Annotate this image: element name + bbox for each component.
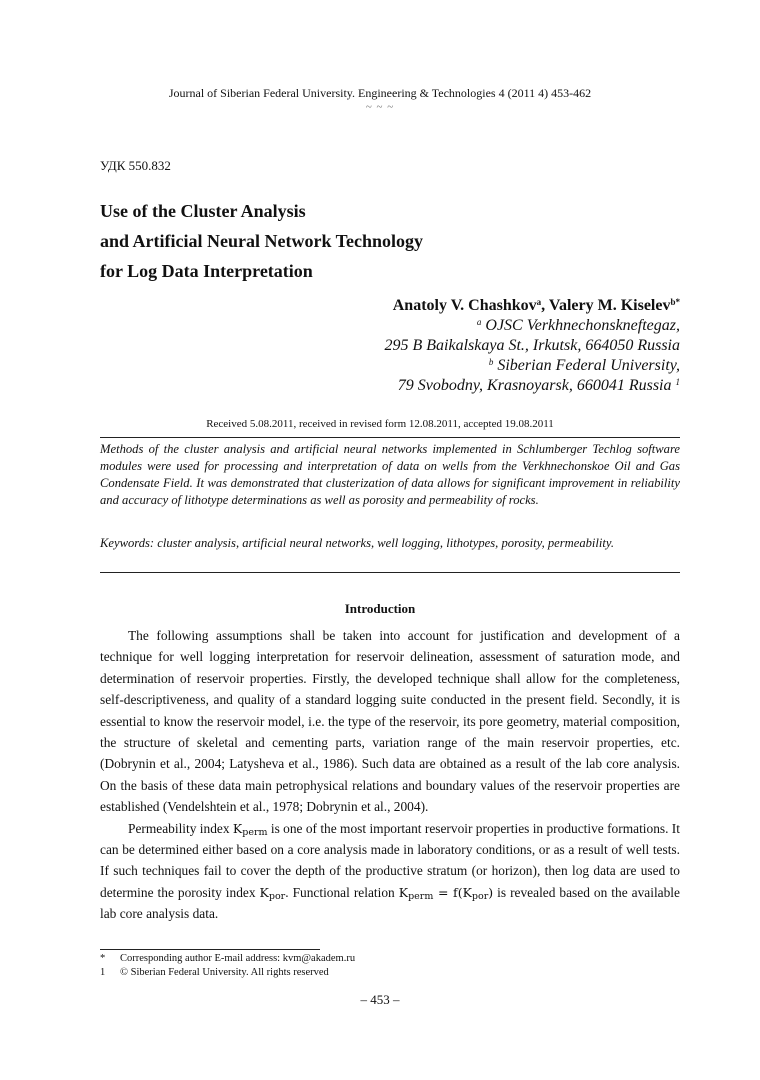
received-dates: Received 5.08.2011, received in revised form 12.08.2011, accepted 19.08.2011 (206, 418, 554, 430)
page-number: – 453 – (360, 992, 400, 1007)
author-names: Anatoly V. Chashkov$^a$, Valery M. Kiselev$^{b*}$ (392, 297, 680, 314)
math-k-perm: $K_{perm}$ (232, 820, 268, 838)
title-line: Use of the Cluster Analysis (100, 201, 306, 221)
section-heading: Introduction (344, 601, 416, 616)
math-k-por: $K_{por}$ (259, 884, 286, 902)
math-functional-relation: $K_{perm} = f(K_{por})$ (398, 884, 494, 902)
abstract-bottom-rule (100, 572, 680, 573)
author-1: Anatoly V. Chashkov (392, 297, 537, 314)
affiliation-a-address: 295 B Baikalskaya St., Irkutsk, 664050 Russia (384, 337, 680, 354)
paragraph: Permeability index $K_{perm}$ is one of the most important reservoir properties in productive formations. It can be determined either based on a core analysis made in laboratory conditions, or as a result of well tests. If such techniques fail to cover the depth of the productive stratum (or horizon), then log data are used to determine the porosity index $K_{por}$. Functional relation $K_{perm} = f(K_{por})$ is revealed based on the available lab core analysis data. (100, 820, 680, 922)
author-block (384, 296, 680, 396)
footnotes (100, 952, 680, 980)
affiliation-a: $^a$ OJSC Verkhnechonskneftegaz, (476, 317, 680, 334)
footnote: 1 © Siberian Federal University. All rights reserved (100, 967, 329, 978)
affiliation-b-address: 79 Svobodny, Krasnoyarsk, 660041 Russia $^1$ (397, 377, 680, 394)
journal-header: Journal of Siberian Federal University. Engineering & Technologies 4 (2011 4) 453-462 (168, 86, 592, 100)
header-ornament: ~ ~ ~ (365, 101, 395, 113)
abstract: Methods of the cluster analysis and artificial neural networks implemented in Schlumberger Techlog software modules were used for processing and interpretation of data on wells from the Verkhnechonskoe Oil and Gas Condensate Field. It was demonstrated that clusterization of data allows for significant improvement in reliability and accuracy of lithotype determinations as well as porosity and permeability of rocks. (100, 442, 680, 507)
abstract-top-rule (100, 437, 680, 438)
title-line: for Log Data Interpretation (100, 261, 313, 281)
keywords: Keywords: cluster analysis, artificial neural networks, well logging, lithotypes, porosity, permeability. (100, 536, 614, 550)
paper-title (100, 196, 660, 286)
title-line: and Artificial Neural Network Technology (100, 231, 423, 251)
author-2: Valery M. Kiselev (548, 297, 671, 314)
footnote-rule (100, 949, 320, 950)
body-text (100, 625, 680, 925)
footnote: * Corresponding author E-mail address: kvm@akadem.ru (100, 953, 356, 964)
udk-code: УДК 550.832 (100, 158, 171, 173)
paragraph: The following assumptions shall be taken into account for justification and development of a technique for well logging interpretation for reservoir delineation, assessment of saturation mode, and determination of reservoir properties. Firstly, the developed technique shall allow for the completeness, self-descriptiveness, and quality of a standard logging suite conducted in the present field. Secondly, it is essential to know the reservoir model, i.e. the type of the reservoir, its pore geometry, material composition, the structure of skeletal and cementing parts, variation range of the main reservoir properties, etc. (Dobrynin et al., 2004; Latysheva et al., 1986). Such data are obtained as a result of the lab core analysis. On the basis of these data main petrophysical relations and boundary values of the reservoir properties are established (Vendelshtein et al., 1978; Dobrynin et al., 2004). (100, 628, 680, 815)
affiliation-b: $^b$ Siberian Federal University, (488, 357, 680, 374)
